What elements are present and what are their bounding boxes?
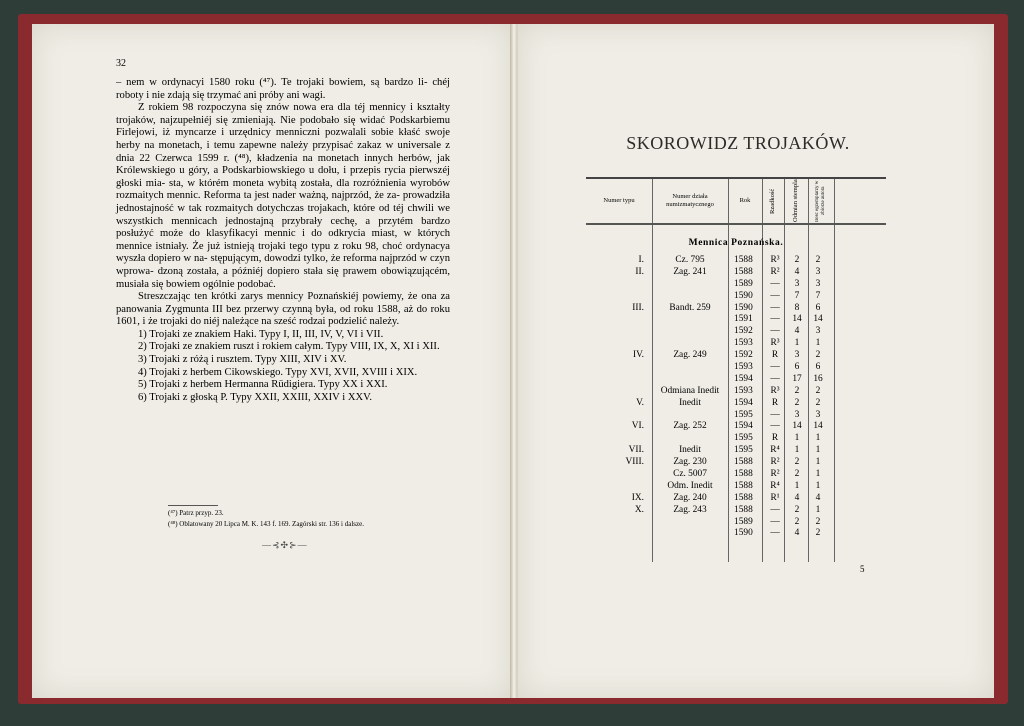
variants-cell: 2 xyxy=(794,457,800,468)
variants-cell: 14 xyxy=(792,421,802,432)
count-cell: 14 xyxy=(813,421,823,432)
reference-cell: Odm. Inedit xyxy=(667,480,713,491)
rarity-cell: — xyxy=(770,421,780,432)
paragraph: – nem w ordynacyi 1580 roku (⁴⁷). Te trojaki bowiem, są bardzo li- chéj roboty i nie zdają się trzymać ani próby ani wagi. xyxy=(116,77,450,101)
rarity-cell: — xyxy=(770,409,780,420)
count-cell: 3 xyxy=(815,266,821,277)
reference-cell: Zag. 241 xyxy=(673,266,707,277)
rarity-cell: R³ xyxy=(770,338,780,349)
rarity-cell: R xyxy=(771,350,779,361)
year-cell: 1595 xyxy=(734,409,753,420)
type-cell: X. xyxy=(634,504,644,515)
variants-cell: 2 xyxy=(794,255,800,265)
column-header-rarity: Rzadkość xyxy=(769,188,776,214)
rarity-cell: R⁴ xyxy=(770,480,780,491)
type-cell: IV. xyxy=(632,350,644,361)
count-cell: 14 xyxy=(813,314,823,325)
year-cell: 1594 xyxy=(734,373,753,384)
variants-cell: 17 xyxy=(792,373,802,384)
year-cell: 1588 xyxy=(734,492,753,503)
ornament-divider: —⊰✣⊱— xyxy=(262,540,308,550)
column-header-reference: Numer działa numizmatycznego xyxy=(666,193,714,208)
type-cell: VI. xyxy=(631,421,644,432)
rarity-cell: R xyxy=(771,433,779,444)
footnotes xyxy=(168,505,448,530)
reference-cell: Bandt. 259 xyxy=(669,302,711,313)
count-cell: 1 xyxy=(815,504,821,515)
rarity-cell: R³ xyxy=(770,255,780,265)
paragraph: Streszczając ten krótki zarys mennicy Poznańskiéj powiemy, że ona za panowania Zygmunta III bez przerwy czynną była, od roku 1588, aż do roku 1601, i że trojaki do niéj należące na sześć rodzai podzielić należy. xyxy=(116,291,450,328)
table-row xyxy=(586,445,886,457)
table-row xyxy=(586,433,886,445)
year-cell: 1589 xyxy=(734,278,753,289)
left-page-number: 32 xyxy=(116,58,126,69)
count-cell: 1 xyxy=(815,480,821,491)
reference-cell: Zag. 230 xyxy=(673,457,707,468)
year-cell: 1588 xyxy=(734,480,753,491)
table-row xyxy=(586,528,886,540)
variants-cell: 4 xyxy=(794,492,800,503)
list-item: 5) Trojaki z herbem Hermanna Rüdigiera. Typy XX i XXI. xyxy=(138,379,388,391)
variants-cell: 3 xyxy=(794,409,800,420)
variants-cell: 2 xyxy=(794,469,800,480)
table-row xyxy=(586,481,886,493)
table-row xyxy=(586,291,886,303)
variants-cell: 4 xyxy=(794,266,800,277)
year-cell: 1588 xyxy=(734,255,753,265)
right-page-number: 5 xyxy=(860,564,865,574)
rarity-cell: R xyxy=(771,397,779,408)
variants-cell: 1 xyxy=(794,445,800,456)
year-cell: 1589 xyxy=(734,516,753,527)
list-item: 3) Trojaki z różą i rusztem. Typy XIII, XIV i XV. xyxy=(138,354,347,366)
rarity-cell: — xyxy=(770,516,780,527)
count-cell: 2 xyxy=(815,528,821,539)
table-row xyxy=(586,326,886,338)
left-page-text xyxy=(116,77,450,404)
table-row xyxy=(586,314,886,326)
table-row xyxy=(586,374,886,386)
reference-cell: Inedit xyxy=(679,445,701,456)
column-divider xyxy=(784,179,785,223)
rarity-cell: — xyxy=(770,278,780,289)
type-cell: III. xyxy=(632,302,644,313)
year-cell: 1590 xyxy=(734,290,753,301)
table-body xyxy=(586,255,886,540)
count-cell: 4 xyxy=(815,492,821,503)
table-row xyxy=(586,386,886,398)
count-cell: 2 xyxy=(815,397,821,408)
reference-cell: Zag. 240 xyxy=(673,492,707,503)
table-row xyxy=(586,398,886,410)
count-cell: 16 xyxy=(813,373,823,384)
count-cell: 1 xyxy=(815,445,821,456)
year-cell: 1592 xyxy=(734,326,753,337)
column-divider xyxy=(834,179,835,223)
year-cell: 1595 xyxy=(734,445,753,456)
header-double-rule xyxy=(586,224,886,225)
count-cell: 3 xyxy=(815,326,821,337)
year-cell: 1594 xyxy=(734,421,753,432)
year-cell: 1592 xyxy=(734,350,753,361)
table-row xyxy=(586,279,886,291)
footnote: (⁴⁷) Patrz przyp. 23. xyxy=(168,509,224,517)
rarity-cell: R² xyxy=(770,469,780,480)
year-cell: 1593 xyxy=(734,385,753,396)
variants-cell: 6 xyxy=(794,362,800,373)
table-row xyxy=(586,338,886,350)
type-cell: VII. xyxy=(628,445,644,456)
variants-cell: 7 xyxy=(794,290,800,301)
column-divider xyxy=(808,179,809,223)
list-item: 6) Trojaki z głoską P. Typy XXII, XXIII, XXIV i XXV. xyxy=(138,391,373,403)
count-cell: 3 xyxy=(815,409,821,420)
table-row xyxy=(586,350,886,362)
type-list xyxy=(116,329,450,405)
year-cell: 1591 xyxy=(734,314,753,325)
rarity-cell: R² xyxy=(770,457,780,468)
year-cell: 1593 xyxy=(734,338,753,349)
type-cell: VIII. xyxy=(625,457,644,468)
reference-cell: Inedit xyxy=(679,397,701,408)
rarity-cell: — xyxy=(770,314,780,325)
table-row xyxy=(586,469,886,481)
rarity-cell: — xyxy=(770,362,780,373)
rarity-cell: R⁴ xyxy=(770,445,780,456)
count-cell: 1 xyxy=(815,469,821,480)
table-row xyxy=(586,505,886,517)
count-cell: 3 xyxy=(815,278,821,289)
table-row xyxy=(586,303,886,315)
year-cell: 1593 xyxy=(734,362,753,373)
column-header-year: Rok xyxy=(739,197,751,204)
count-cell: 6 xyxy=(815,302,821,313)
type-cell: I. xyxy=(638,255,644,265)
table-row xyxy=(586,457,886,469)
variants-cell: 8 xyxy=(794,302,800,313)
count-cell: 6 xyxy=(815,362,821,373)
count-cell: 1 xyxy=(815,338,821,349)
variants-cell: 14 xyxy=(792,314,802,325)
table-row xyxy=(586,421,886,433)
footnote-rule xyxy=(168,505,218,506)
year-cell: 1588 xyxy=(734,504,753,515)
paragraph: Z rokiem 98 rozpoczyna się znów nowa era dla téj mennicy i kształty trojaków, najzupełniéj się zmieniają. Nie podobało się widać Podskarbiemu Firlejowi, iż myncarze i urzędnicy menniczni pozwalali sobie kłaść swoje herby na monetach, i temu zapewne należy przypisać zakaz w universale z dnia 22 Czerwca 1599 r. (⁴⁸), kładzenia na monetach innych herbów, jak Królewskiego u góry, a Podskarbiowskiego u dołu, i przepis rycia pierwszéj głoski mia- sta, w którém moneta wybitą została, dla rozróżnienia wyrobów rozmaitych mennic. Reforma ta jest nader ważną, najprzód, że za- prowadziła jednostajność w tak rozmaitych dotychczas trojakach, które od téj chwili we wszystkich mennicach jednostajną przybrały cechę, a przytém bardzo posłużyć może do klasyfikacyi mennic i do odkrycia miast, w których mennice istniały. Że już istnieją trojaki tego typu z roku 98, choć ordynacya wyszła dopiero w na- stępującym, dowodzi tylko, że reforma najprzód w czyn wprowa- dzoną została, a późniéj dopiero stała się prawem obowiązującém, musiała się bowiem ogólnie podobać. xyxy=(116,102,450,290)
reference-cell: Cz. 5007 xyxy=(673,469,707,480)
count-cell: 2 xyxy=(815,516,821,527)
rarity-cell: R³ xyxy=(770,385,780,396)
reference-cell: Odmiana Inedit xyxy=(660,385,720,396)
type-cell: V. xyxy=(636,397,644,408)
variants-cell: 4 xyxy=(794,528,800,539)
type-cell: IX. xyxy=(631,492,644,503)
footnote: (⁴⁸) Oblatowany 20 Lipca M. K. 143 f. 169. Zagórski str. 136 i dalsze. xyxy=(168,520,364,528)
list-item: 2) Trojaki ze znakiem ruszt i rokiem całym. Typy VIII, IX, X, XI i XII. xyxy=(138,341,440,353)
column-divider xyxy=(762,179,763,223)
table-row xyxy=(586,362,886,374)
list-item: 1) Trojaki ze znakiem Haki. Typy I, II, III, IV, V, VI i VII. xyxy=(138,328,384,340)
variants-cell: 2 xyxy=(794,504,800,515)
reference-cell: Cz. 795 xyxy=(675,255,705,265)
table-header xyxy=(586,177,886,224)
table-row xyxy=(586,493,886,505)
type-cell: II. xyxy=(635,266,644,277)
variants-cell: 2 xyxy=(794,516,800,527)
rarity-cell: — xyxy=(770,302,780,313)
count-cell: 2 xyxy=(815,350,821,361)
count-cell: 7 xyxy=(815,290,821,301)
column-header-count: Ilość egzemplarzy w zbiorze autora xyxy=(815,180,826,222)
count-cell: 2 xyxy=(815,385,821,396)
list-item: 4) Trojaki z herbem Cikowskiego. Typy XVI, XVII, XVIII i XIX. xyxy=(138,366,418,378)
rarity-cell: — xyxy=(770,504,780,515)
count-cell: 2 xyxy=(815,255,821,265)
year-cell: 1588 xyxy=(734,469,753,480)
year-cell: 1588 xyxy=(734,457,753,468)
year-cell: 1588 xyxy=(734,266,753,277)
column-header-type: Numer typu xyxy=(603,197,635,204)
rarity-cell: — xyxy=(770,528,780,539)
index-table xyxy=(586,177,886,539)
rarity-cell: R² xyxy=(770,266,780,277)
column-divider xyxy=(652,179,653,223)
column-divider xyxy=(728,179,729,223)
table-row xyxy=(586,267,886,279)
variants-cell: 2 xyxy=(794,397,800,408)
variants-cell: 1 xyxy=(794,433,800,444)
year-cell: 1590 xyxy=(734,528,753,539)
year-cell: 1595 xyxy=(734,433,753,444)
column-header-variants: Odmian stempla xyxy=(792,179,799,223)
variants-cell: 4 xyxy=(794,326,800,337)
table-row xyxy=(586,410,886,422)
reference-cell: Zag. 252 xyxy=(673,421,707,432)
table-row xyxy=(586,255,886,267)
rarity-cell: — xyxy=(770,326,780,337)
variants-cell: 1 xyxy=(794,338,800,349)
count-cell: 1 xyxy=(815,457,821,468)
count-cell: 1 xyxy=(815,433,821,444)
variants-cell: 1 xyxy=(794,480,800,491)
table-row xyxy=(586,517,886,529)
reference-cell: Zag. 243 xyxy=(673,504,707,515)
rarity-cell: — xyxy=(770,290,780,301)
reference-cell: Zag. 249 xyxy=(673,350,707,361)
variants-cell: 2 xyxy=(794,385,800,396)
page-title: SKOROWIDZ TROJAKÓW. xyxy=(626,133,850,153)
rarity-cell: R¹ xyxy=(770,492,780,503)
year-cell: 1594 xyxy=(734,397,753,408)
section-heading: Mennica Poznańska. xyxy=(688,238,784,248)
rarity-cell: — xyxy=(770,373,780,384)
variants-cell: 3 xyxy=(794,350,800,361)
year-cell: 1590 xyxy=(734,302,753,313)
variants-cell: 3 xyxy=(794,278,800,289)
